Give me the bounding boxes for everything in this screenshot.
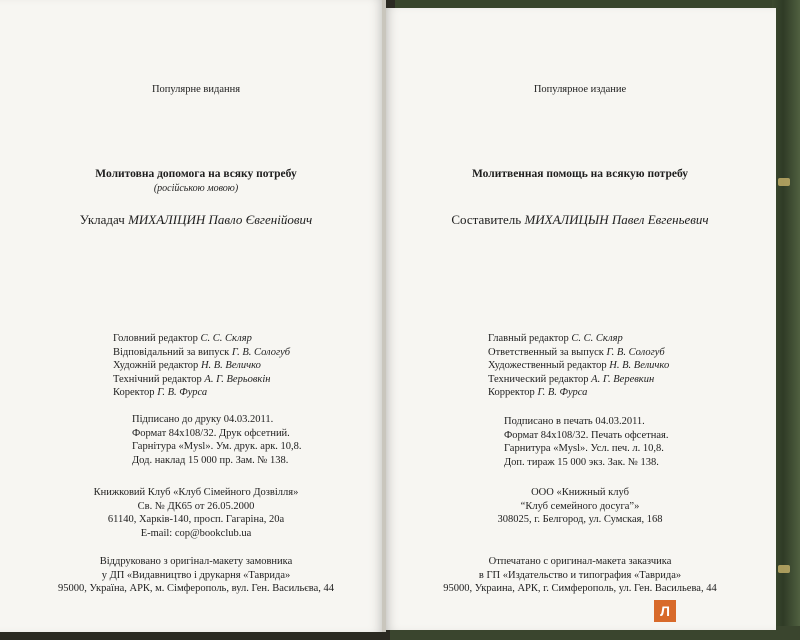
- printer-line: Отпечатано с оригинал-макета заказчика: [488, 556, 672, 567]
- print-info: [132, 413, 302, 467]
- compiler-line: [0, 212, 392, 228]
- staff-role: Технічний редактор: [113, 373, 202, 385]
- publisher-line: 61140, Харків-140, просп. Гагаріна, 20а: [107, 514, 285, 525]
- staff-list: [488, 332, 669, 400]
- print-info-line: Дод. наклад 15 000 пр. Зам. № 138.: [132, 454, 289, 466]
- staff-name: А. Г. Верьовкін: [204, 373, 271, 385]
- print-info-line: Гарнітура «Mysl». Ум. друк. арк. 10,8.: [132, 441, 302, 452]
- staff-name: Г. В. Сологуб: [231, 346, 291, 358]
- publisher-line: Св. № ДК65 от 26.05.2000: [137, 500, 255, 512]
- printer-line: 95000, Україна, АРК, м. Сімферополь, вул. Ген. Васильєва, 44: [58, 583, 334, 594]
- staff-row: [488, 359, 669, 373]
- staff-role: Ответственный за выпуск: [488, 346, 604, 358]
- staff-name: Г. В. Фурса: [157, 387, 208, 398]
- staff-row: [113, 346, 290, 360]
- printer-line: Віддруковано з оригінал-макету замовника: [99, 556, 293, 567]
- print-info-line: Формат 84х108/32. Друк офсетний.: [132, 427, 290, 439]
- staff-row: [488, 332, 669, 346]
- left-page: [0, 0, 384, 632]
- printer-info: [0, 555, 392, 596]
- printer-line: у ДП «Видавництво і друкарня «Таврида»: [101, 569, 291, 581]
- book-title: Молитвенная помощь на всякую потребу: [471, 168, 689, 180]
- staff-row: [113, 386, 290, 400]
- staff-row: [113, 373, 290, 387]
- publisher-info: [0, 486, 392, 540]
- publisher-line: E-mail: cop@bookclub.ua: [140, 527, 252, 539]
- print-info-line: Підписано до друку 04.03.2011.: [132, 414, 274, 425]
- print-info-line: Доп. тираж 15 000 экз. Зак. № 138.: [504, 456, 659, 468]
- book-subtitle: (російською мовою): [153, 183, 239, 194]
- print-info: [504, 415, 668, 469]
- print-info-line: Подписано в печать 04.03.2011.: [504, 416, 645, 427]
- watermark-logo-icon: Л: [654, 600, 676, 622]
- book-gutter: [382, 0, 386, 632]
- staff-name: Г. В. Сологуб: [606, 346, 665, 358]
- cover-ornament: [778, 178, 790, 186]
- popular-edition-label: Популярное издание: [533, 84, 627, 95]
- staff-role: Корректор: [488, 387, 535, 398]
- staff-role: Технический редактор: [488, 373, 589, 385]
- compiler-name: МИХАЛІЦИН Павло Євгенійович: [128, 212, 313, 227]
- cover-right-edge: [772, 0, 800, 640]
- staff-list: [113, 332, 290, 400]
- staff-name: Н. В. Величко: [609, 360, 670, 371]
- cover-ornament: [778, 565, 790, 573]
- staff-name: С. С. Скляр: [200, 333, 252, 344]
- printer-info: [384, 555, 776, 596]
- staff-row: [488, 346, 669, 360]
- staff-row: [488, 373, 669, 387]
- compiler-label: Укладач: [79, 212, 125, 227]
- staff-role: Головний редактор: [113, 333, 198, 344]
- staff-row: [113, 359, 290, 373]
- publisher-line: ООО «Книжный клуб: [531, 487, 629, 498]
- staff-role: Художній редактор: [113, 360, 199, 371]
- publisher-line: Книжковий Клуб «Клуб Сімейного Дозвілля»: [93, 487, 299, 498]
- publisher-line: 308025, г. Белгород, ул. Сумская, 168: [497, 514, 663, 525]
- right-page: [384, 8, 776, 630]
- publisher-line: “Клуб семейного досуга”»: [520, 500, 640, 512]
- staff-role: Коректор: [113, 387, 155, 398]
- book-title: Молитовна допомога на всяку потребу: [95, 168, 297, 180]
- printer-line: в ГП «Издательство и типография «Таврида»: [478, 569, 682, 581]
- popular-edition-label: Популярне видання: [151, 84, 241, 95]
- compiler-label: Составитель: [451, 212, 522, 227]
- print-info-line: Формат 84х108/32. Печать офсетная.: [504, 429, 669, 441]
- staff-role: Художественный редактор: [488, 360, 607, 371]
- compiler-line: [384, 212, 776, 228]
- staff-role: Відповідальний за випуск: [113, 346, 230, 358]
- staff-name: А. Г. Веревкин: [591, 373, 655, 385]
- publisher-info: [384, 486, 776, 527]
- staff-name: Н. В. Величко: [200, 360, 261, 371]
- print-info-line: Гарнитура «Mysl». Усл. печ. л. 10,8.: [504, 443, 664, 454]
- compiler-name: МИХАЛИЦЫН Павел Евгеньевич: [524, 212, 709, 227]
- printer-line: 95000, Украина, АРК, г. Симферополь, ул. Ген. Васильева, 44: [443, 583, 717, 594]
- staff-role: Главный редактор: [488, 333, 569, 344]
- staff-name: Г. В. Фурса: [537, 387, 588, 398]
- staff-row: [488, 386, 669, 400]
- staff-row: [113, 332, 290, 346]
- staff-name: С. С. Скляр: [571, 333, 623, 344]
